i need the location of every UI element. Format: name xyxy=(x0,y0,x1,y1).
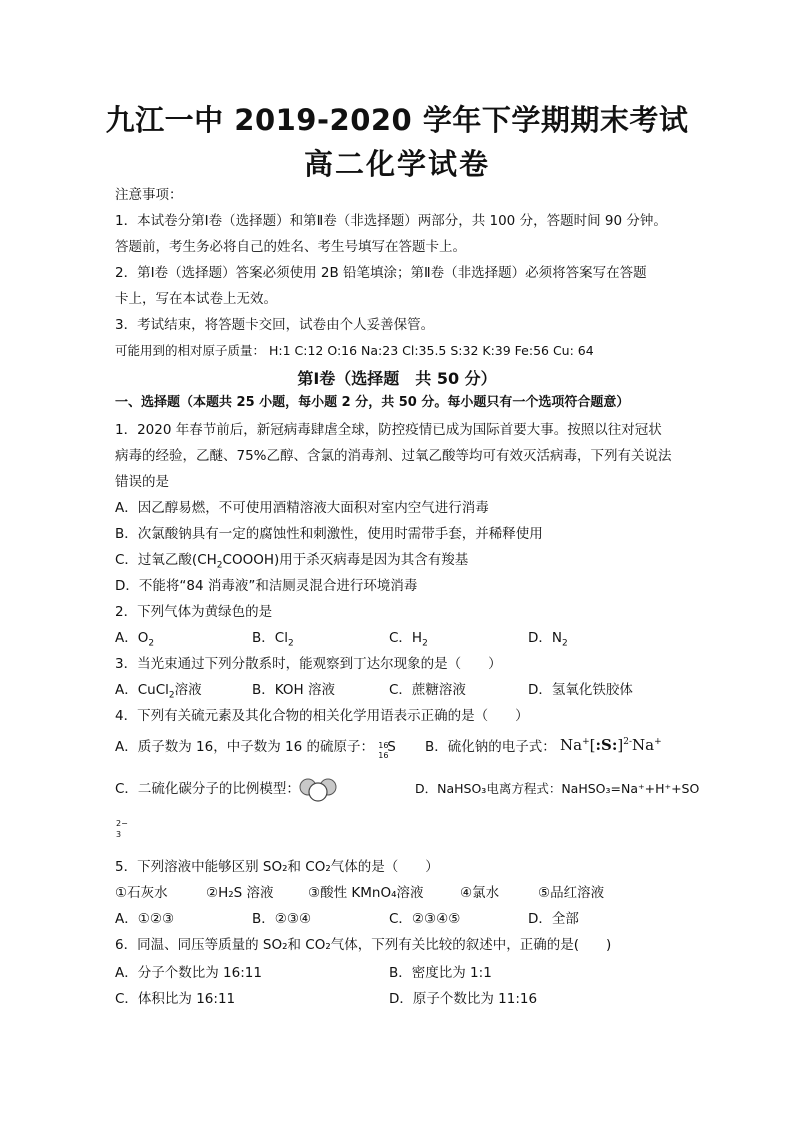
sulfide-charge: 2- xyxy=(623,737,633,747)
sodium-sulfide-electron-formula xyxy=(560,735,662,755)
q5-item-5: ⑤品红溶液 xyxy=(538,885,605,901)
notes-heading: 注意事项： xyxy=(115,187,183,203)
q3-option-b: B．KOH 溶液 xyxy=(252,682,335,698)
bracket-open: [ xyxy=(589,736,596,754)
q6-option-c: C．体积比为 16:11 xyxy=(115,991,236,1007)
na-left-charge: + xyxy=(582,737,590,747)
bracket-close: ] xyxy=(617,736,624,754)
note-2-line-2: 卡上，写在本试卷上无效。 xyxy=(115,291,277,307)
exam-title: 九江一中 2019-2020 学年下学期期末考试 xyxy=(105,103,689,137)
q1-stem-line-2: 病毒的经验，乙醚、75%乙醇、含氯的消毒剂、过氧乙酸等均可有效灭活病毒，下列有关说法 xyxy=(115,448,672,464)
note-1-line-1: 1．本试卷分第Ⅰ卷（选择题）和第Ⅱ卷（非选择题）两部分，共 100 分，答题时间 90 分钟。 xyxy=(115,213,667,229)
sulfite-subscript: 3 xyxy=(116,830,122,839)
q3-option-d: D．氢氧化铁胶体 xyxy=(528,682,633,698)
q6-option-d: D．原子个数比为 11:16 xyxy=(389,991,538,1007)
q3-option-a-sub: 2 xyxy=(168,690,175,701)
q6-option-b: B．密度比为 1:1 xyxy=(389,965,492,981)
q2-option-a-sub: 2 xyxy=(148,638,155,649)
na-right-charge: + xyxy=(654,737,662,747)
section-title: 第Ⅰ卷（选择题 共 50 分） xyxy=(297,369,497,388)
note-3: 3．考试结束，将答题卡交回，试卷由个人妥善保管。 xyxy=(115,317,435,333)
q3-option-a-pre: A．CuCl xyxy=(115,682,169,698)
q6-stem: 6．同温、同压等质量的 SO₂和 CO₂气体，下列有关比较的叙述中，正确的是( ) xyxy=(115,937,612,953)
q4-option-b xyxy=(425,737,556,757)
q2-option-b-sub: 2 xyxy=(287,638,294,649)
q1-stem-line-3: 错误的是 xyxy=(115,474,169,490)
q4-stem: 4．下列有关硫元素及其化合物的相关化学用语表示正确的是（ ） xyxy=(115,708,529,724)
q1-option-c xyxy=(115,550,468,570)
part-heading: 一、选择题（本题共 25 小题，每小题 2 分，共 50 分。每小题只有一个选项符合题意） xyxy=(115,395,630,410)
q2-option-b xyxy=(252,628,294,648)
q5-item-3: ③酸性 KMnO₄溶液 xyxy=(308,885,424,901)
atomic-masses: 可能用到的相对原子质量： H:1 C:12 O:16 Na:23 Cl:35.5 S:32 K:39 Fe:56 Cu: 64 xyxy=(115,343,594,358)
q2-option-a xyxy=(115,628,154,648)
cs2-space-filling-model xyxy=(298,776,338,802)
q3-option-c: C．蔗糖溶液 xyxy=(389,682,466,698)
q5-item-4: ④氯水 xyxy=(460,885,500,901)
q2-option-d xyxy=(528,628,568,648)
q3-stem: 3．当光束通过下列分散系时，能观察到丁达尔现象的是（ ） xyxy=(115,656,502,672)
q1-option-d: D．不能将“84 消毒液”和洁厕灵混合进行环境消毒 xyxy=(115,578,418,594)
q1-option-a: A．因乙醇易燃，不可使用酒精溶液大面积对室内空气进行消毒 xyxy=(115,500,489,516)
q4-atomic-number: 16 xyxy=(378,751,389,760)
q1-option-c-post: COOOH)用于杀灭病毒是因为其含有羧基 xyxy=(222,552,469,568)
q5-option-d: D．全部 xyxy=(528,911,579,927)
q4-nuclide-indices xyxy=(378,738,389,760)
exam-subtitle: 高二化学试卷 xyxy=(303,147,490,181)
q2-option-d-text: D．N xyxy=(528,630,562,646)
q5-item-1: ①石灰水 xyxy=(115,885,168,901)
q4-option-a-text: A．质子数为 16，中子数为 16 的硫原子： xyxy=(115,739,374,755)
q4-option-c: C．二硫化碳分子的比例模型： xyxy=(115,781,300,797)
q1-option-b: B．次氯酸钠具有一定的腐蚀性和刺激性，使用时需带手套，并稀释使用 xyxy=(115,526,543,542)
q4-nuclide-symbol: S xyxy=(387,739,396,755)
q6-option-a: A．分子个数比为 16:11 xyxy=(115,965,262,981)
sulfite-charge: 2− xyxy=(116,819,128,828)
q3-option-a-post: 溶液 xyxy=(174,682,202,698)
q2-option-c-text: C．H xyxy=(389,630,423,646)
q2-option-c-sub: 2 xyxy=(422,638,428,649)
q5-stem: 5．下列溶液中能够区别 SO₂和 CO₂气体的是（ ） xyxy=(115,859,439,875)
note-2-line-1: 2．第Ⅰ卷（选择题）答案必须使用 2B 铅笔填涂；第Ⅱ卷（非选择题）必须将答案写在答题 xyxy=(115,265,647,281)
q1-option-c-sub: 2 xyxy=(216,560,223,571)
q1-option-c-pre: C．过氧乙酸(CH xyxy=(115,552,217,568)
q2-option-b-text: B．Cl xyxy=(252,630,288,646)
q1-stem-line-1: 1．2020 年春节前后，新冠病毒肆虐全球，防控疫情已成为国际首要大事。按照以往对冠状 xyxy=(115,422,662,438)
q5-item-2: ②H₂S 溶液 xyxy=(206,885,274,901)
q2-option-c xyxy=(389,628,428,648)
q2-option-a-text: A．O xyxy=(115,630,149,646)
q5-option-a: A．①②③ xyxy=(115,911,175,927)
q4-mass-number: 16 xyxy=(378,741,389,750)
q3-option-a xyxy=(115,680,202,700)
q4-option-b-text: B．硫化钠的电子式： xyxy=(425,739,556,755)
q5-option-c: C．②③④⑤ xyxy=(389,911,461,927)
q4-option-d: D．NaHSO₃电离方程式：NaHSO₃=Na⁺+H⁺+SO xyxy=(415,781,700,796)
q2-option-d-sub: 2 xyxy=(562,638,568,649)
note-1-line-2: 答题前，考生务必将自己的姓名、考生号填写在答题卡上。 xyxy=(115,239,466,255)
na-left: Na xyxy=(560,736,583,754)
q4-option-a xyxy=(115,737,396,760)
na-right: Na xyxy=(632,736,655,754)
sulfur-dots: :S: xyxy=(595,736,618,754)
q2-stem: 2．下列气体为黄绿色的是 xyxy=(115,604,273,620)
q5-option-b: B．②③④ xyxy=(252,911,312,927)
